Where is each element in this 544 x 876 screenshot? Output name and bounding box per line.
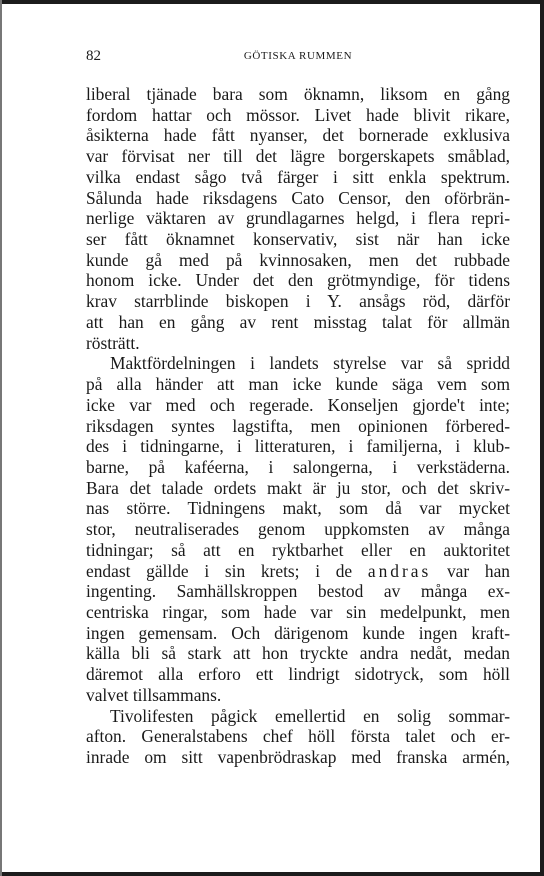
text-line: krav starrblinde biskopen i Y. ansågs röd, därför [86, 291, 510, 312]
page-edge-top [0, 0, 544, 4]
paragraph-start-line: Maktfördelningen i landets styrelse var så spridd [110, 353, 510, 374]
text-line: källa bli så stark att hon tryckte andra nedåt, medan [86, 643, 510, 664]
paragraph-start-line: Tivolifesten pågick emellertid en solig sommar- [110, 705, 510, 726]
line-24-tail: var han [446, 560, 510, 581]
text-line: icke var med och regerade. Konseljen gjorde't inte; [86, 394, 510, 415]
text-line: nas större. Tidningens makt, som då var mycket [86, 498, 510, 519]
text-line: centriska ringar, som hade var sin medelpunkt, men [86, 601, 510, 622]
page-header [86, 48, 510, 68]
text-line: afton. Generalstabens chef höll första talet och er- [86, 726, 510, 747]
text-line: på alla händer att man icke kunde säga vem som [86, 374, 510, 395]
text-line: vilka endast sågo två färger i sitt enkla spektrum. [86, 166, 510, 187]
text-line: stor, neutraliserades genom uppkomsten av många [86, 519, 510, 540]
text-line: ingen gemensam. Och därigenom kunde ingen kraft- [86, 622, 510, 643]
text-line: valvet tillsammans. [86, 684, 222, 705]
text-line: rösträtt. [86, 332, 140, 353]
running-title: GÖTISKA RUMMEN [243, 50, 353, 62]
line-24-lead: endast gällde i sin krets; i de [86, 560, 353, 581]
text-line: barne, på kaféerna, i salongerna, i verkstäderna. [86, 456, 510, 477]
text-line: riksdagen syntes lagstifta, men opinionen förbered- [86, 415, 510, 436]
text-line: liberal tjänade bara som öknamn, liksom en gång [86, 84, 510, 104]
text-line: des i tidningarne, i litteraturen, i familjerna, i klub- [86, 436, 510, 457]
text-line: åsikterna hade fått nyanser, det bornerade exklusiva [86, 125, 510, 146]
text-line: fordom hattar och mössor. Livet hade blivit rikare, [86, 104, 510, 125]
text-line: Bara det talade ordets makt är ju stor, och det skriv- [86, 477, 510, 498]
body-text [86, 84, 510, 768]
spaced-word: andras [367, 560, 432, 581]
text-line: var förvisat ner till det lägre borgerskapets småblad, [86, 146, 510, 167]
page-number: 82 [86, 48, 101, 64]
text-line: ingenting. Samhällskroppen bestod av många ex- [86, 581, 510, 602]
text-line: Sålunda hade riksdagens Cato Censor, den oförbrän- [86, 187, 510, 208]
text-line: att han en gång av rent misstag talat för allmän [86, 311, 510, 332]
text-line: däremot alla erforo ett lindrigt sidotryck, som höll [86, 664, 510, 685]
text-line: ser fått öknamnet konservativ, sist när han icke [86, 229, 510, 250]
text-line: kunde gå med på kvinnosaken, men det rubbade [86, 249, 510, 270]
text-line: inrade om sitt vapenbrödraskap med franska armén, [86, 747, 510, 767]
text-line-with-spaced-word [86, 561, 510, 582]
page-edge-right [540, 0, 544, 876]
page-edge-left [0, 0, 2, 876]
text-line: nerlige väktaren av grundlagarnes helgd, i flera repri- [86, 208, 510, 229]
text-line: tidningar; så att en ryktbarhet eller en auktoritet [86, 539, 510, 560]
page-edge-bottom [0, 872, 544, 876]
text-line: honom icke. Under det den grötmyndige, för tidens [86, 270, 510, 291]
